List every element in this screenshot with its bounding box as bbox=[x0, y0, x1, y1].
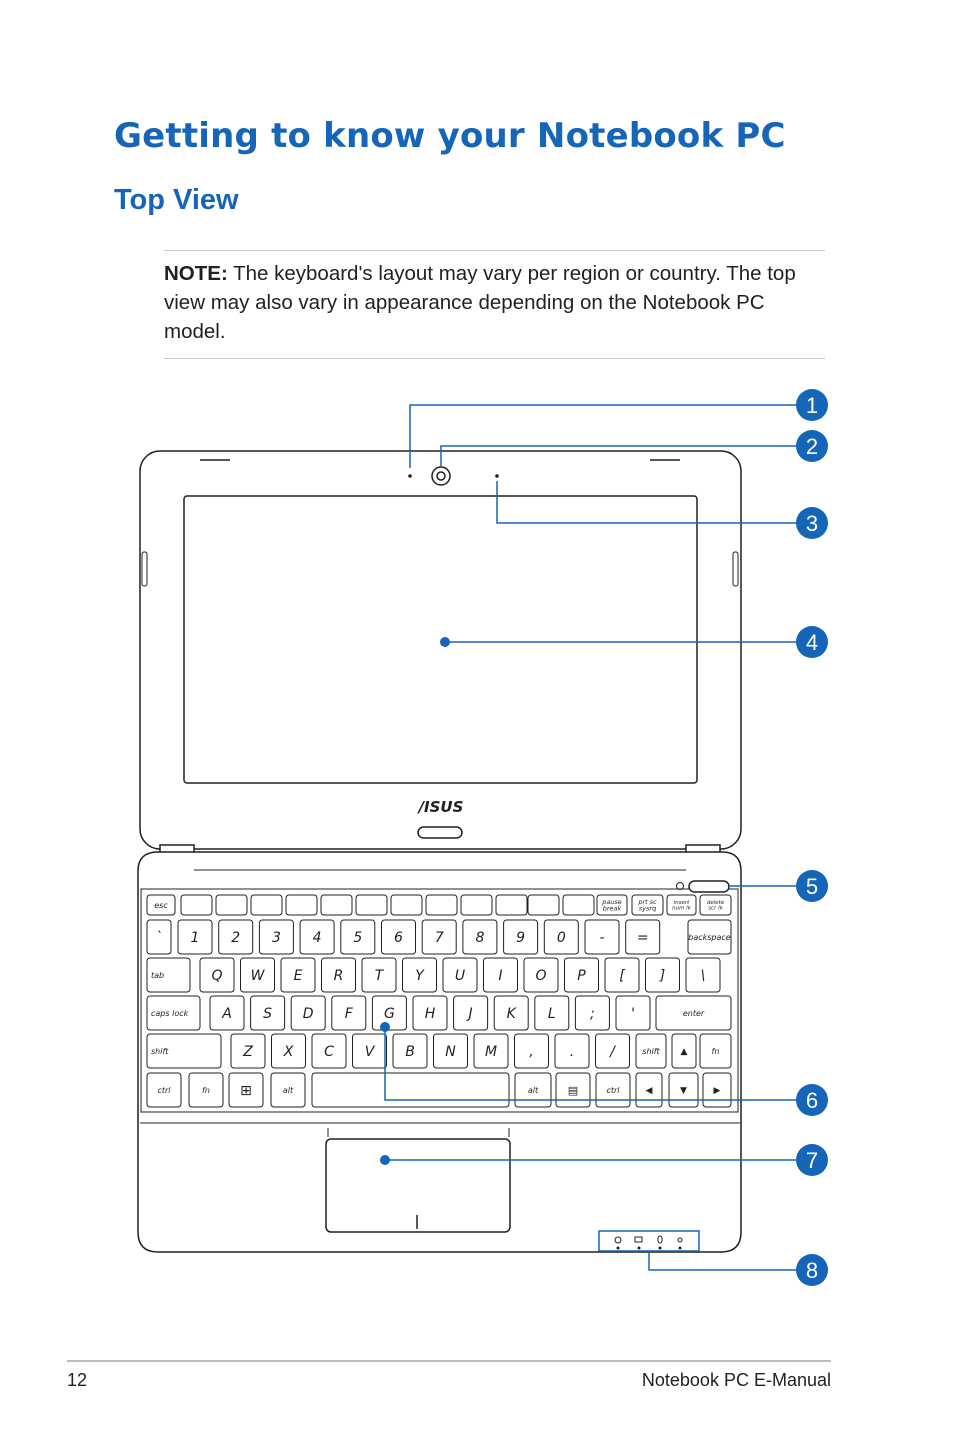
key-label: tab bbox=[151, 970, 165, 980]
key-f4 bbox=[286, 895, 317, 915]
callout-number: 2 bbox=[805, 434, 819, 459]
callout-number: 1 bbox=[805, 393, 819, 418]
key-label: . bbox=[569, 1043, 575, 1060]
key-label: K bbox=[506, 1005, 516, 1022]
key-row3-8 bbox=[494, 996, 528, 1030]
callout-badge-1 bbox=[796, 389, 828, 421]
power-button bbox=[689, 881, 729, 892]
callout-badge-5 bbox=[796, 870, 828, 902]
key-label: fn bbox=[202, 1085, 210, 1095]
key-label: W bbox=[250, 967, 265, 984]
key-row3-10 bbox=[575, 996, 609, 1030]
key-left-arrow bbox=[636, 1073, 662, 1107]
key-u bbox=[443, 958, 477, 992]
callout-badge-6 bbox=[796, 1084, 828, 1116]
key-label: fn bbox=[711, 1046, 720, 1056]
key-shift-right bbox=[636, 1034, 666, 1068]
key-label: backspace bbox=[688, 932, 731, 942]
key-label: J bbox=[468, 1005, 473, 1022]
key-label: P bbox=[577, 967, 586, 984]
key-label: 9 bbox=[516, 929, 526, 946]
key-label: S bbox=[263, 1005, 273, 1022]
key-cap bbox=[312, 1073, 509, 1107]
key-insert bbox=[667, 895, 696, 915]
note-text: The keyboard's layout may vary per region or country. The top view may also vary in appearance depending on the Notebook PC model. bbox=[164, 262, 796, 343]
key-label: X bbox=[283, 1043, 294, 1060]
callout-badges bbox=[796, 389, 828, 1286]
key-row4-7 bbox=[474, 1034, 508, 1068]
key-label: D bbox=[302, 1005, 314, 1022]
key-row4-3 bbox=[312, 1034, 346, 1068]
key-cap bbox=[528, 895, 559, 915]
status-indicators bbox=[599, 1231, 699, 1251]
callout-dot-4 bbox=[440, 637, 450, 647]
key-label: 5 bbox=[353, 929, 363, 946]
key-cap bbox=[216, 895, 247, 915]
led-hdd bbox=[659, 1247, 662, 1250]
key-] bbox=[646, 958, 680, 992]
key-row3-2 bbox=[251, 996, 285, 1030]
key-label: ] bbox=[659, 967, 666, 984]
key-label: U bbox=[454, 967, 466, 984]
callout-number: 7 bbox=[805, 1148, 819, 1173]
key-label: ctrl bbox=[157, 1085, 171, 1095]
callout-number: 4 bbox=[805, 630, 819, 655]
key-row4-10 bbox=[596, 1034, 630, 1068]
key-row4-8 bbox=[515, 1034, 549, 1068]
key-cap bbox=[356, 895, 387, 915]
callout-number: 6 bbox=[805, 1088, 819, 1113]
key-11-number bbox=[585, 920, 619, 954]
notebook-top-view-diagram bbox=[0, 380, 954, 1300]
key-label: / bbox=[610, 1043, 615, 1060]
key-row3-3 bbox=[291, 996, 325, 1030]
key-label: sysrq bbox=[638, 904, 657, 913]
key-2-number bbox=[219, 920, 253, 954]
key-label: A bbox=[222, 1005, 232, 1022]
key-label: H bbox=[424, 1005, 436, 1022]
key-label: prt sc bbox=[638, 898, 657, 907]
key-t bbox=[362, 958, 396, 992]
key-label: \ bbox=[700, 967, 706, 984]
key-alt-right bbox=[515, 1073, 551, 1107]
key-label: 2 bbox=[231, 929, 241, 946]
key-ctrl-right bbox=[596, 1073, 630, 1107]
microphone-right bbox=[495, 474, 499, 478]
key-f10 bbox=[496, 895, 527, 915]
key-f5 bbox=[321, 895, 352, 915]
key-row3-11 bbox=[616, 996, 650, 1030]
key-label: ▲ bbox=[680, 1047, 688, 1058]
key-5-number bbox=[341, 920, 375, 954]
key-q bbox=[200, 958, 234, 992]
key-label: shift bbox=[642, 1046, 660, 1056]
key-label: T bbox=[374, 967, 384, 984]
key-label: ` bbox=[155, 930, 163, 946]
key-label: 4 bbox=[312, 929, 322, 946]
key-o bbox=[524, 958, 558, 992]
callout-dot-7 bbox=[380, 1155, 390, 1165]
key-enter bbox=[656, 996, 731, 1030]
key-label: shift bbox=[151, 1046, 169, 1056]
key-label: Z bbox=[243, 1043, 253, 1060]
key-\ bbox=[686, 958, 720, 992]
key-caps-lock bbox=[147, 996, 200, 1030]
key-label: ◀ bbox=[645, 1086, 653, 1097]
key-label: 3 bbox=[271, 929, 281, 946]
key-label: I bbox=[498, 967, 503, 984]
key-8-number bbox=[463, 920, 497, 954]
callout-badge-7 bbox=[796, 1144, 828, 1176]
key-i bbox=[484, 958, 518, 992]
note-paragraph bbox=[164, 259, 825, 346]
note-box bbox=[164, 250, 825, 359]
key-cap bbox=[321, 895, 352, 915]
lid-hinge-cover bbox=[418, 827, 462, 838]
key-label: B bbox=[405, 1043, 415, 1060]
key-row4-6 bbox=[434, 1034, 468, 1068]
key-f7 bbox=[391, 895, 422, 915]
key-12-number bbox=[626, 920, 660, 954]
key-label: ▶ bbox=[713, 1086, 721, 1097]
key-row3-1 bbox=[210, 996, 244, 1030]
key-space bbox=[312, 1073, 509, 1107]
key-label: 7 bbox=[434, 929, 444, 946]
callout-dot-6 bbox=[380, 1022, 390, 1032]
key-label: M bbox=[484, 1043, 498, 1060]
key-ctrl-left bbox=[147, 1073, 181, 1107]
key-up-arrow bbox=[672, 1034, 696, 1068]
key-row3-6 bbox=[413, 996, 447, 1030]
key-delete bbox=[700, 895, 731, 915]
page-title: Getting to know your Notebook PC bbox=[114, 116, 786, 156]
key-cap bbox=[181, 895, 212, 915]
key-label: ' bbox=[631, 1005, 635, 1022]
key-prtsc-sysrq bbox=[632, 895, 663, 915]
key-label: ▼ bbox=[680, 1086, 687, 1097]
key-label: insert bbox=[673, 900, 690, 907]
key-fn-right bbox=[700, 1034, 731, 1068]
callout-number: 8 bbox=[805, 1258, 819, 1283]
key-row4-9 bbox=[555, 1034, 589, 1068]
key-f9 bbox=[461, 895, 492, 915]
key-f2 bbox=[216, 895, 247, 915]
key-row3-4 bbox=[332, 996, 366, 1030]
key-cap bbox=[563, 895, 594, 915]
key-3-number bbox=[259, 920, 293, 954]
callout-number: 3 bbox=[805, 511, 819, 536]
key-f6 bbox=[356, 895, 387, 915]
key-w bbox=[241, 958, 275, 992]
webcam-inner bbox=[437, 472, 445, 480]
key-label: enter bbox=[682, 1008, 705, 1018]
key-f11 bbox=[528, 895, 559, 915]
key-1-number bbox=[178, 920, 212, 954]
key-label: 1 bbox=[190, 929, 200, 946]
key-row4-2 bbox=[272, 1034, 306, 1068]
key-pause-break bbox=[597, 895, 627, 915]
key-label: E bbox=[293, 967, 303, 984]
key-cap bbox=[496, 895, 527, 915]
key-label: ⊞ bbox=[240, 1082, 252, 1099]
key-cap bbox=[251, 895, 282, 915]
callout-badge-2 bbox=[796, 430, 828, 462]
key-label: break bbox=[602, 904, 622, 913]
key-4-number bbox=[300, 920, 334, 954]
key-label: [ bbox=[619, 967, 625, 984]
key-label: = bbox=[636, 929, 649, 946]
key-row4-4 bbox=[353, 1034, 387, 1068]
key-r bbox=[322, 958, 356, 992]
key-label: V bbox=[364, 1043, 375, 1060]
key-label: G bbox=[383, 1005, 395, 1022]
key-6-number bbox=[382, 920, 416, 954]
key-label: ctrl bbox=[606, 1085, 620, 1095]
key-menu bbox=[556, 1073, 590, 1107]
key-backspace bbox=[688, 920, 731, 954]
key-row4-1 bbox=[231, 1034, 265, 1068]
key-cap bbox=[461, 895, 492, 915]
callout-badge-8 bbox=[796, 1254, 828, 1286]
led-power bbox=[617, 1247, 620, 1250]
key-label: ; bbox=[590, 1005, 595, 1022]
key-p bbox=[565, 958, 599, 992]
keyboard-keys bbox=[147, 895, 731, 1107]
key-7-number bbox=[422, 920, 456, 954]
callout-badge-3 bbox=[796, 507, 828, 539]
key-label: alt bbox=[282, 1085, 294, 1095]
key-label: esc bbox=[154, 900, 168, 910]
key-label: pause bbox=[602, 898, 622, 907]
key-label: num lk bbox=[672, 905, 691, 912]
display-panel bbox=[184, 496, 697, 783]
key-f12 bbox=[563, 895, 594, 915]
asus-logo: /ISUS bbox=[418, 798, 464, 816]
key-label: alt bbox=[527, 1085, 539, 1095]
key-y bbox=[403, 958, 437, 992]
key-cap bbox=[391, 895, 422, 915]
key-label: N bbox=[445, 1043, 456, 1060]
microphone-left bbox=[408, 474, 412, 478]
page-number: 12 bbox=[67, 1370, 88, 1390]
key-label: L bbox=[547, 1005, 556, 1022]
key-label: - bbox=[599, 929, 605, 946]
key-label: 0 bbox=[556, 929, 566, 946]
key-label: Y bbox=[415, 967, 424, 984]
key-label: F bbox=[344, 1005, 353, 1022]
key-label: 8 bbox=[475, 929, 485, 946]
key-label: Q bbox=[211, 967, 223, 984]
note-label: NOTE: bbox=[164, 262, 228, 285]
led-battery bbox=[638, 1247, 641, 1250]
key-esc bbox=[147, 895, 175, 915]
key-cap bbox=[286, 895, 317, 915]
key-shift-left bbox=[147, 1034, 221, 1068]
key-[ bbox=[605, 958, 639, 992]
callout-number: 5 bbox=[805, 874, 819, 899]
key-alt-left bbox=[271, 1073, 305, 1107]
section-title: Top View bbox=[114, 184, 239, 216]
key-right-arrow bbox=[703, 1073, 731, 1107]
key-label: delete bbox=[706, 900, 725, 907]
key-cap bbox=[426, 895, 457, 915]
key-10-number bbox=[544, 920, 578, 954]
key-tab bbox=[147, 958, 190, 992]
key-9-number bbox=[504, 920, 538, 954]
key-label: C bbox=[324, 1043, 334, 1060]
key-windows bbox=[229, 1073, 263, 1107]
key-fn-left bbox=[189, 1073, 223, 1107]
key-f3 bbox=[251, 895, 282, 915]
key-grave bbox=[147, 920, 171, 954]
led-wireless bbox=[679, 1247, 682, 1250]
key-label: O bbox=[535, 967, 547, 984]
key-row4-5 bbox=[393, 1034, 427, 1068]
key-label: , bbox=[529, 1043, 534, 1060]
key-row3-9 bbox=[535, 996, 569, 1030]
key-f1 bbox=[181, 895, 212, 915]
key-label: ▤ bbox=[567, 1083, 579, 1097]
callout-line-8 bbox=[649, 1251, 797, 1270]
touchpad bbox=[326, 1139, 510, 1232]
key-label: scr lk bbox=[708, 905, 723, 912]
key-f8 bbox=[426, 895, 457, 915]
key-down-arrow bbox=[669, 1073, 698, 1107]
callout-badge-4 bbox=[796, 626, 828, 658]
key-label: caps lock bbox=[151, 1008, 189, 1018]
manual-title: Notebook PC E-Manual bbox=[641, 1370, 831, 1390]
key-label: R bbox=[333, 967, 344, 984]
page-footer bbox=[67, 1360, 831, 1390]
key-row3-7 bbox=[454, 996, 488, 1030]
key-e bbox=[281, 958, 315, 992]
key-label: 6 bbox=[394, 929, 403, 946]
